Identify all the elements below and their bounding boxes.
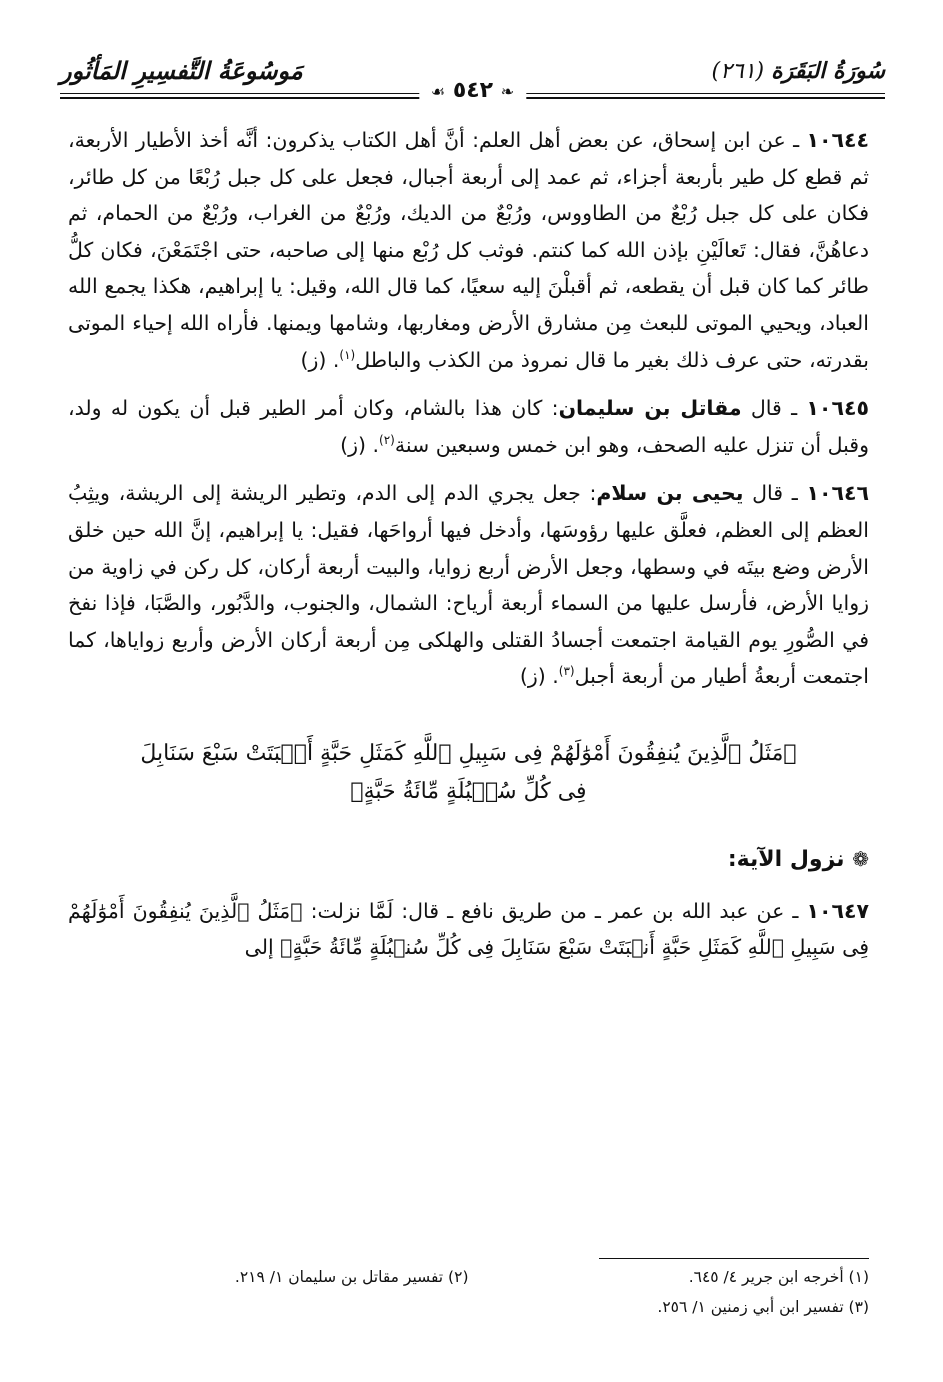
footnote-ref[interactable]: (١) [339, 347, 356, 362]
quran-verse [68, 735, 869, 811]
flower-icon: ❁ [852, 846, 869, 871]
ornament-icon: ☙ [430, 82, 446, 101]
narration-paragraph [68, 390, 869, 463]
footnote-rule [599, 1258, 869, 1259]
narrator-name: مقاتل بن سليمان [558, 396, 742, 421]
verse-line: ﴿مَثَلُ ٱلَّذِينَ يُنفِقُونَ أَمْوَٰلَهُمْ فِى سَبِيلِ ٱللَّهِ كَمَثَلِ حَبَّةٍ أَنۢبَتَتْ سَبْعَ سَنَابِلَ [140, 740, 797, 766]
narration-paragraph [68, 475, 869, 695]
narration-number: ١٠٦٤٦ [806, 481, 869, 506]
narration-number: ١٠٦٤٥ [806, 396, 869, 421]
narration-end: . (ز) [300, 347, 340, 372]
narrator-name: يحيى بن سلام [596, 481, 744, 506]
narration-text: : كان هذا بالشام، وكان أمر الطير قبل أن يكون له ولد، وقبل أن تنزل عليه الصحف، وهو ابن خمس وسبعين سنة [68, 396, 869, 457]
footnote-1: (١) أخرجه ابن جرير ٤/ ٦٤٥. [688, 1268, 869, 1286]
narration-end: . (ز) [519, 664, 559, 689]
footnote-ref[interactable]: (٢) [379, 432, 395, 447]
narration-text: ـ عن ابن إسحاق، عن بعض أهل العلم: أنَّ أهل الكتاب يذكرون: أنَّه أخذ الأطيار الأربعة، ثم قطع كل طير بأربعة أجزاء، ثم عمد إلى أربعة أجبال، فجعل على كل جبل رُبْعًا من كل طائر، فكان على كل جبل رُبْعٌ من الطاووس، ورُبْعٌ من الديك، ورُبْعٌ من الغراب، ورُبْعٌ من الحمام، ثم دعاهُنَّ، فقال: تَعالَيْنِ بإذن الله كما كنتم. فوثب كل رُبْع منها إلى صاحبه، حتى اجْتَمَعْنَ، فكان كلُّ طائر كما كان قبل أن يقطعه، ثم أقبلْنَ إليه سعيًا، كما قال الله، وقيل: يا إبراهيم، هكذا يجمع الله العباد، ويحيي الموتى للبعث مِن مشارق الأرض ومغاربها، وشامها ويمنها. فأراه الله إحياء الموتى بقدرته، حتى عرف ذلك بغير ما قال نمروذ من الكذب والباطل [68, 128, 869, 372]
verse-line: فِى كُلِّ سُنۢبُلَةٍ مِّائَةُ حَبَّةٍ﴾ [350, 778, 587, 804]
narration-prefix: ـ قال [741, 396, 807, 421]
narration-number: ١٠٦٤٧ [806, 898, 869, 923]
narration-number: ١٠٦٤٤ [806, 128, 869, 152]
footnote-2: (٢) تفسير مقاتل بن سليمان ١/ ٢١٩. [234, 1268, 469, 1286]
narration-text: : جعل يجري الدم إلى الدم، وتطير الريشة إلى الريشة، ويثِبُ العظم إلى العظم، فعلَّق عليها رؤوسَها، وأدخل فيها أرواحَها، فقيل: يا إبراهيم، إنَّ الله حين خلق الأرض وضع بيتَه في وسطها، وجعل الأرض أربع زوايا، والبيت أربعة أركان، كل ركن في زاوية من زوايا الأرض، فأرسل عليها من السماء أربعة أرياح: الشمال، والجنوب، والدَّبُور، والصَّبَا، فإذا نفخ في الصُّورِ يوم القيامة اجتمعت أجسادُ القتلى والهلكى مِن أربعة أركان الأرض وأربع زواياها، كما اجتمعت أربعةُ أطيار من أربعة أجبل [68, 481, 869, 689]
footnote-3: (٣) تفسير ابن أبي زمنين ١/ ٢٥٦. [657, 1298, 869, 1316]
footnote-ref[interactable]: (٣) [558, 664, 575, 679]
sura-name: سُورَةُ البَقَرَة [771, 58, 885, 84]
running-head-book-title: مَوسُوعَةُ التَّفسِيرِ المَأثُور [60, 56, 303, 85]
page-number [419, 78, 526, 103]
section-heading-text: نزول الآية: [727, 846, 845, 872]
main-text [68, 122, 869, 978]
narration-paragraph [68, 122, 869, 378]
narration-paragraph [68, 893, 869, 966]
verse-number: (٢٦١) [711, 59, 765, 84]
page-header [60, 52, 885, 103]
footnotes [68, 1262, 869, 1322]
ornament-icon: ❧ [500, 82, 515, 101]
narration-text: ـ عن عبد الله بن عمر ـ من طريق نافع ـ قال: لَمَّا نزلت: ﴿مَثَلُ ٱلَّذِينَ يُنفِقُونَ أَمْوَٰلَهُمْ فِى سَبِيلِ ٱللَّهِ كَمَثَلِ حَبَّةٍ أَنۢبَتَتْ سَبْعَ سَنَابِلَ فِى كُلِّ سُنۢبُلَةٍ مِّائَةُ حَبَّةٍ﴾ إلى [68, 898, 869, 960]
running-head-sura [712, 58, 886, 84]
page-number-value: ٥٤٢ [452, 78, 494, 103]
narration-end: . (ز) [340, 432, 380, 457]
narration-prefix: ـ قال [743, 481, 807, 506]
section-heading [68, 841, 869, 879]
